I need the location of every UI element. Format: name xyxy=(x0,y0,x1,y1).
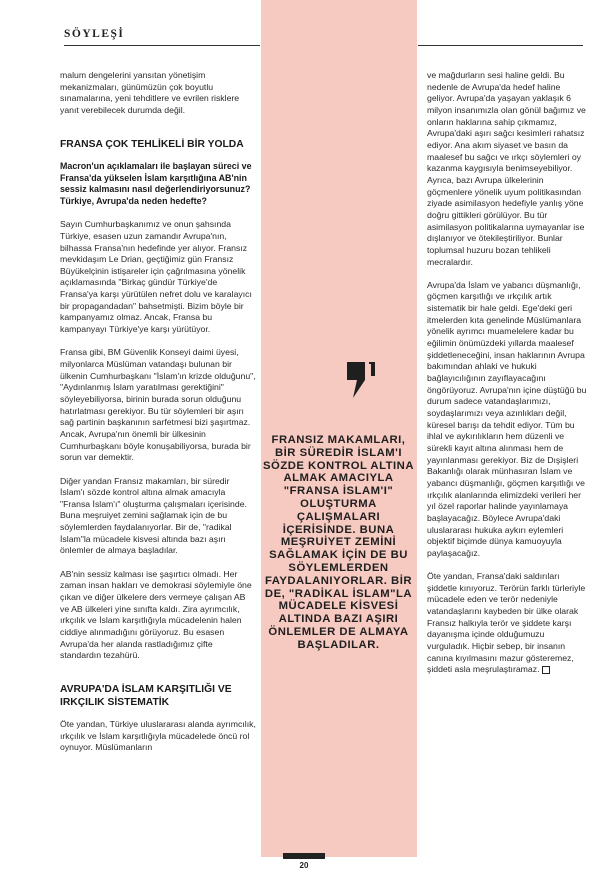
answer-paragraph-1: Sayın Cumhurbaşkanımız ve onun şahsında Türkiye, esasen uzun zamandır Avrupa'nın, bilhassa Fransa'nın hedefinde yer alıyor. Fransız mevkidaşım Le Drian, geçtiğimiz gün Fransız Büyükelçinin istişareler için çağrılmasına yönelik açıklamasında "Birkaç gündür Türkiye'de Fransa'ya karşı yürütülen nefret dolu ve karalayıcı bir propagandadan" bahsetmişti. Bizim böyle bir kampanyamız olmaz. Ancak, Fransa bu kampanyayı Türkiye'ye karşı yürütüyor. xyxy=(60,219,252,335)
right-paragraph-1: ve mağdurların sesi haline geldi. Bu nedenle de Avrupa'da hedef haline geliyor. Avrupa'da yaşayan yaklaşık 6 milyon insanımızla olan gönül bağımız ve onların haklarına sahip çıkmamız, Avrupa'daki aşırı sağcı kesimleri rahatsız ediyor. Ana akım siyaset ve basın da maalesef bu sağcı ve ırkçı söylemleri oy kazanma kaygısıyla benimseyebiliyor. Ayrıca, bazı Avrupa ülkelerinin göçmenlere yönelik uyum politikasından ziyade asimilasyon hedefiyle yanlış yöne doğru gittikleri görülüyor. Bu tür asimilasyon politikalarına uymayanlar ise dışlanıyor ve ötekileştiriliyor. Bunlar toplumsal huzuru bozan tehlikeli mecralardır. xyxy=(427,70,586,267)
answer-paragraph-4: AB'nin sessiz kalması ise şaşırtıcı olmadı. Her zaman insan hakları ve demokrasi söylemiyle öne çıkan ve diğer ülkelere ders vermeye çalışan AB ve AB ülkeleri yine sınıfta kaldı. Zira ayrımcılık, ırkçılık ve İslam karşıtlığıyla mücadelenin halen ciddiye alınmadığını görüyoruz. Bu esasen Avrupa'da her alanda rastladığımız çifte standardın tezahürü. xyxy=(60,568,252,661)
left-column xyxy=(60,70,256,766)
intro-paragraph: malum dengelerini yansıtan yönetişim mekanizmaları, günümüzün çok boyutlu sınamalarına, yeni tehditlere ve evrilen risklere yanıt verebilecek durumda değil. xyxy=(60,70,240,115)
answer-paragraph-2: Fransa gibi, BM Güvenlik Konseyi daimi üyesi, milyonlarca Müslüman vatandaşı bulunan bir ülkenin Cumhurbaşkanı "İslam'ın krizde olduğunu", "Aydınlanmış İslam yaratılması gerektiğini" söyleyebiliyorsa, birinin burada sorun olduğunu hatırlatması gerekiyor. Bu tür söylemleri bir aşırı sağ partinin başkanının sarfetmesi bizi şaşırtmaz. Ancak, Avrupa'nın önemli bir ülkesinin Cumhurbaşkanı böyle konuşabiliyorsa, burada bir sorun var demektir. xyxy=(60,347,256,463)
section-label: SÖYLEŞİ xyxy=(64,28,125,40)
pull-quote: FRANSIZ MAKAMLARI, BİR SÜREDİR İSLAM'I SÖZDE KONTROL ALTINA ALMAK AMACIYLA "FRANSA İSLAM'I" OLUŞTURMA ÇALIŞMALARI İÇERİSİNDE. BUNA MEŞRUİYET ZEMİNİ SAĞLAMAK İÇİN DE BU SÖYLEMLERDEN FAYDALANIYORLAR. BİR DE, "RADİKAL İSLAM"LA MÜCADELE KİSVESİ ALTINDA BAZI AŞIRI ÖNLEMLER DE ALMAYA BAŞLADILAR. xyxy=(263,434,414,651)
quote-mark-icon xyxy=(345,360,385,416)
header-rule-right xyxy=(418,45,583,46)
subheading-islamophobia: AVRUPA'DA İSLAM KARŞITLIĞI VE IRKÇILIK SİSTEMATİK xyxy=(60,683,232,708)
header-rule-left xyxy=(64,45,260,46)
answer-paragraph-3: Diğer yandan Fransız makamları, bir süredir İslam'ı sözde kontrol altına almak amacıyla "Fransa İslam'ı" oluşturma çalışmaları içerisinde. Buna meşruiyet zemini sağlamak için de bu söylemlerden faydalanıyorlar. Bir de, "radikal İslam"la mücadele kisvesi altında bazı aşırı önlemler de almaya başladılar. xyxy=(60,475,247,556)
end-of-article-icon xyxy=(542,666,550,674)
right-paragraph-3 xyxy=(427,571,587,676)
page-number: 20 xyxy=(299,861,309,870)
pull-quote-background xyxy=(261,0,417,857)
right-paragraph-2: Avrupa'da İslam ve yabancı düşmanlığı, göçmen karşıtlığı ve ırkçılık artık sistematik bir hale geldi. Ege'deki geri itmelerden kıta genelinde Müslümanlara yönelik ayrımcı muamelelere kadar bu eğilimin önümüzdeki yıllarda maalesef şiddetleneceğini, insan haklarının Avrupa bakımından ahlaki ve hukuki bağlayıcılığının zayıflayacağını öngörüyoruz. Avrupa'nın içine düştüğü bu durum sadece vatandaşlarımızı, soydaşlarımızı veya azınlıkları değil, küresel barışı da tehdit ediyor. Tüm bu ihlal ve aykırılıkların hem düzenli ve sürekli kayıt altına alınması hem de yayınlanması gerekiyor. Biz de Dışişleri Bakanlığı olarak münhasıran İslam ve yabancı düşmanlığı, göçmen karşıtlığı ve ırkçılık alanlarında elimizdeki verileri her yıl özel raporlar halinde yayınlamaya başlayacağız. Böylece Avrupa'daki uluslararası hukuka aykırı eylemleri objektif biçimde dünya kamuoyuyla paylaşacağız. xyxy=(427,279,587,558)
footer-tab xyxy=(283,853,325,859)
subheading-france: FRANSA ÇOK TEHLİKELİ BİR YOLDA xyxy=(60,138,244,150)
right-paragraph-3-text: Öte yandan, Fransa'daki saldırıları şiddetle kınıyoruz. Terörün farklı türleriyle mücadele eden ve terör nedeniyle vatandaşlarını kaybeden bir ülke olarak Fransız halkıyla terör ve şiddete karşı dayanışma içinde olduğumuzu vurguladık. Hiçbir sebep, bir insanın canına kıyılmasını mazur gösteremez, şiddeti asla meşrulaştıramaz. xyxy=(427,571,586,675)
answer-paragraph-5: Öte yandan, Türkiye uluslararası alanda ayrımcılık, ırkçılık ve İslam karşıtlığıyla mücadelede öncü rol oynuyor. Müslümanların xyxy=(60,719,256,753)
right-column xyxy=(427,70,587,688)
interview-question: Macron'un açıklamaları ile başlayan süreci ve Fransa'da yükselen İslam karşıtlığına AB'nin sessiz kalmasını nasıl değerlendiriyorsunuz? Türkiye, Avrupa'da neden hedefte? xyxy=(60,161,252,206)
